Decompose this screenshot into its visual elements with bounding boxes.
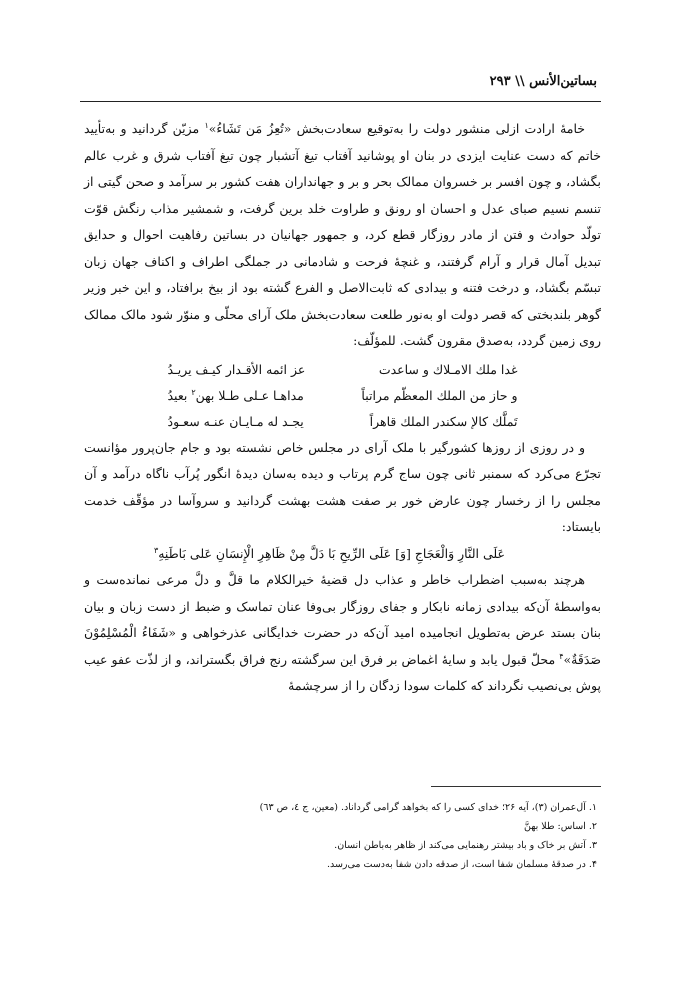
footnote-4: ۴. در صدقهٔ مسلمان شفا است، از صدقه دادن شفا به‌دست می‌رسد. [326,859,597,870]
verse-row-3 [168,409,518,435]
paragraph-3 [84,567,601,700]
footnote-3: ۳. آتش بر خاک و باد بیشتر رهنمایی می‌کند از ظاهر به‌باطن انسان. [334,840,597,851]
footnote-2: ۲. اساس: طلا بهنَّ [524,821,597,832]
verse-2-tail: بعيدُ [167,387,192,403]
main-text [84,116,601,700]
header-rule [80,101,601,102]
paragraph-3-rest: محلّ قبول یابد و سایهٔ اغماض بر فرق این سرگشته رنج فراق بگستراند، و از لذّت عفو عیب پوش بی‌نصیب نگرداند که کلمات سودا زدگان را از سرچشمهٔ [84,651,601,693]
footnote-ref-2[interactable]: ۲ [191,387,196,397]
verse-1-right: غدا ملك الامـلاك و ساعدت [378,361,518,377]
verse-2-left: مداهـا عـلى طـلا بهن [195,387,304,403]
verse-3-left: يجـد له مـايـان عنـه سعـودُ [167,413,304,429]
verse-row-1 [168,357,518,383]
arabic-quote-text: عَلَى النَّارِ وَالْعَجَاجِ [وَ] عَلَى الرِّيحِ بَا دَلَّ مِنْ ظَاهِرِ الْإِنسَانِ عَلى بَاطَنِهِ [158,545,505,561]
paragraph-1-start: خامهٔ ارادت ازلی منشور دولت را به‌توقیع سعادت‌بخش «تُعِزُ مَن تَشَاءُ» [208,121,586,136]
footnote-ref-1[interactable]: ۱ [204,120,209,130]
verse-3-right: تَملَّك كالإ سكندر الملك قاهراً [369,413,518,429]
footnote-ref-4[interactable]: ۴ [559,651,564,661]
footnote-1: ۱. آل‌عمران (۳)، آیه ۲۶؛ خدای کسی را که بخواهد گرامی گرداناد. (معین، ج ٤، ص ٦٣) [259,802,597,813]
verse-2-left-wrap [168,383,304,409]
paragraph-1 [84,116,601,355]
verse-row-2 [168,383,518,409]
verse-2-right: و حاز من الملك المعظّم مراتباً [361,387,518,403]
verse-block [168,357,518,435]
footnote-rule [431,786,601,787]
arabic-quote [84,541,601,568]
paragraph-2: و در روزی از روزها کشورگیر با ملک آرای در مجلس خاص نشسته بود و جام جان‌پرور مؤانست تجرّع می‌کرد که سمنبر ثانی چون ساج گرم پرتاب و دیده به‌سان دیدهٔ انگور پُرآب ناگاه درآمد و آن مجلس را از رخسار چون عارض خور بر صفت هشت بهشت گردانید و سروآسا در مؤقّف خدمت بایستاد: [84,439,601,534]
footnotes [84,798,597,874]
verse-1-left: عز ائمه الأقـدار كيـف يريـدُ [167,361,306,377]
paragraph-3-start: هرچند به‌سبب اضطراب خاطر و عذاب دل قضیهٔ خیرالکلام ما قلَّ و دلَّ مرعی نمانده‌ست و به‌واسطهٔ آن‌که بیدادی زمانه نابکار و جفای روزگار بی‌وفا عنان تماسک و ضبط از دست زبان و بیان بنان بستد عرض به‌تطویل انجامیده امید آن‌که در حضرت خدایگانی عذرخواهی و «شَفَاءُ الْمُسْلِمُوْنَ صَدَقَةٌ» [84,572,601,667]
paragraph-1-rest: مزیّن گردانید و به‌تأیید خاتم که دست عنایت ایزدی در بنان او پوشانید آفتاب تیغ آتشبار چون تیغ آفتاب شرق و غرب عالم بگشاد، و چون افسر بر خسروان ممالک بحر و بر و جهانداران هفت کشور بر سرآمد و صحن گیتی از تنسم نسیم صبای عدل و احسان او رونق و طراوت خلد برین گرفت، و شمشیر مذاب رنگش قوّت تولّد حوادث و فتن از مادر روزگار قطع کرد، و جمهور جهانیان در بساتین رفاهیت احوال و حدایق تبدیل آمال قرار و آرام گرفتند، و غنچهٔ فرحت و شادمانی در جملگی اطراف و اکناف جهان زبان تبسّم بگشاد، و درخت فتنه و بیدادی که ثابت‌الاصل و الفرع گشته بود از بیخ برافتاد، و این خبر وزیر گوهر بلندبختی که قصر دولت او به‌نور طلعت سعادت‌بخش ملک آرای محلّی و منوّر شود مالک ممالک روی زمین گردد، به‌صدق مقرون گشت. للمؤلّف: [84,121,601,348]
running-header: بساتین‌الأنس \\ ۲۹۳ [489,74,597,89]
footnote-ref-3[interactable]: ۳ [153,545,159,555]
